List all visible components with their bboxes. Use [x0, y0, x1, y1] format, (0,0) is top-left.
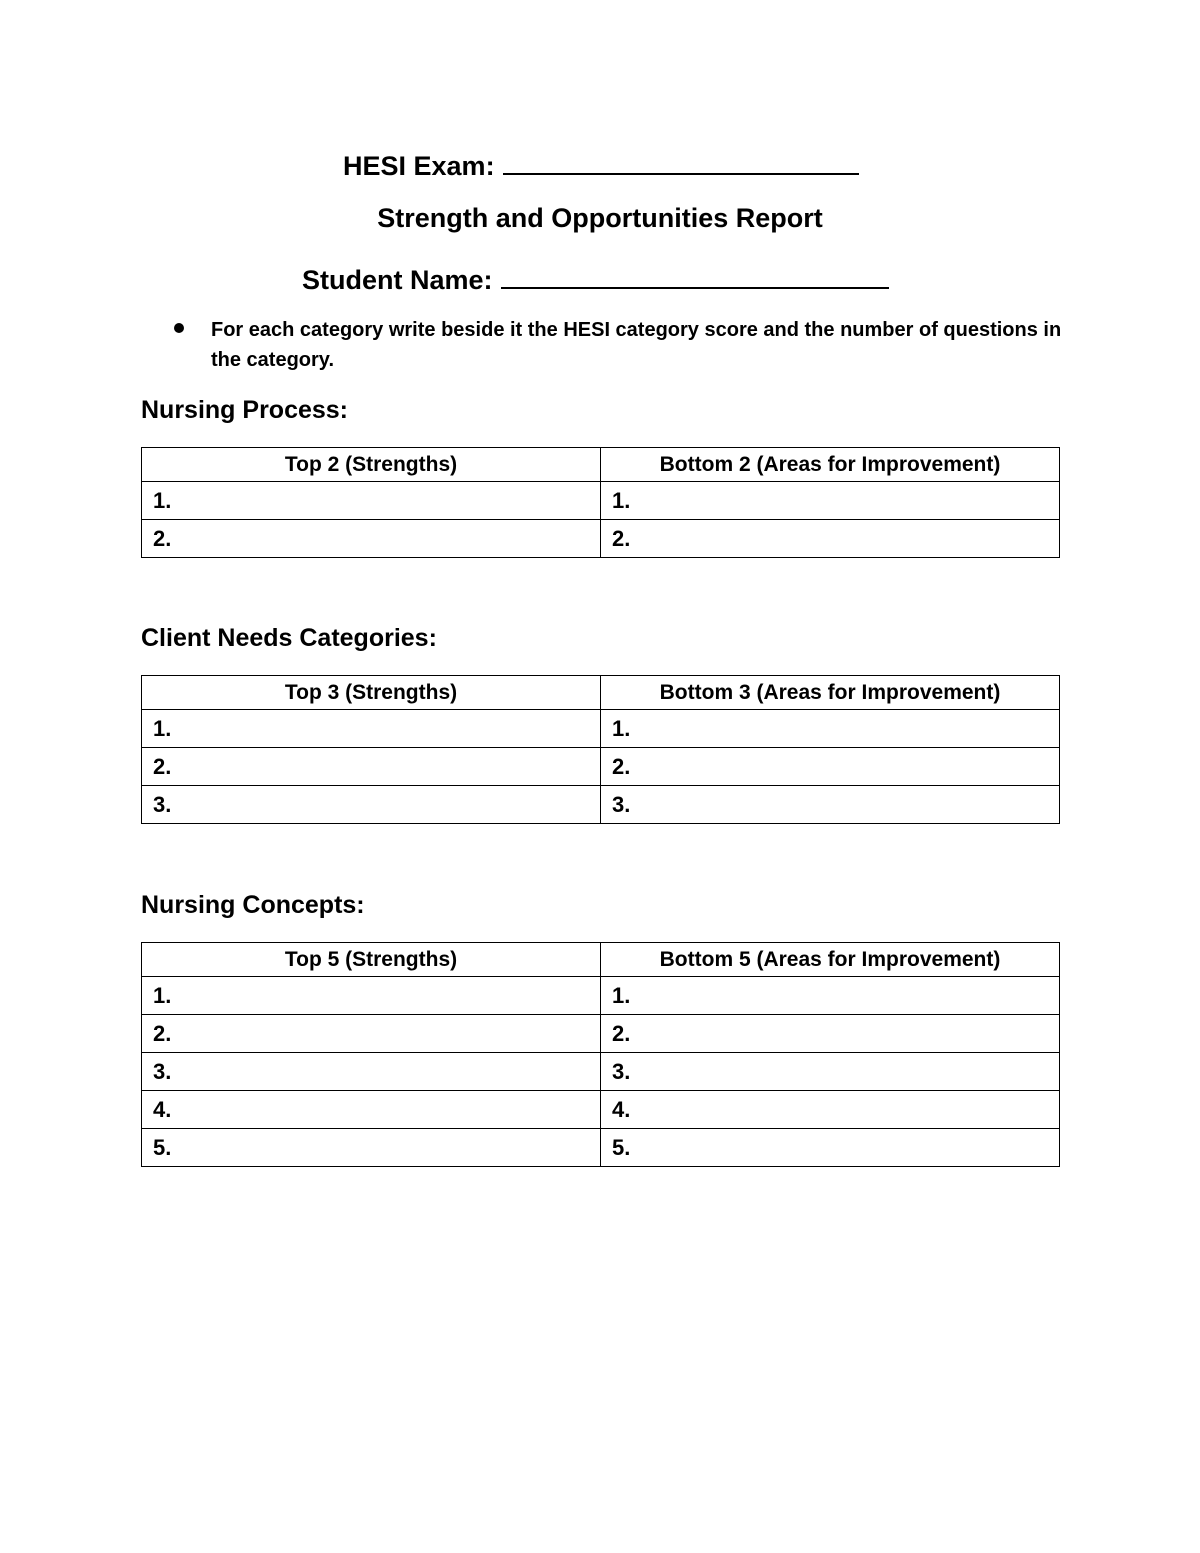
strength-cell: 5. — [142, 1129, 601, 1167]
exam-title-line — [343, 147, 859, 182]
table-row — [142, 1091, 1060, 1129]
instructions-list — [174, 315, 1064, 375]
improvement-cell: 2. — [601, 520, 1060, 558]
strength-cell: 2. — [142, 520, 601, 558]
student-name-label: Student Name: — [302, 265, 493, 295]
exam-blank-line — [503, 147, 859, 175]
table-row — [142, 748, 1060, 786]
table-row — [142, 710, 1060, 748]
improvement-cell: 2. — [601, 748, 1060, 786]
table-header-row — [142, 448, 1060, 482]
report-title: Strength and Opportunities Report — [377, 203, 823, 233]
column-header-improvement: Bottom 3 (Areas for Improvement) — [601, 676, 1060, 710]
client-needs-heading: Client Needs Categories: — [141, 624, 437, 652]
column-header-strengths: Top 3 (Strengths) — [142, 676, 601, 710]
column-header-improvement: Bottom 5 (Areas for Improvement) — [601, 943, 1060, 977]
strength-cell: 1. — [142, 710, 601, 748]
improvement-cell: 5. — [601, 1129, 1060, 1167]
strength-cell: 2. — [142, 1015, 601, 1053]
improvement-cell: 4. — [601, 1091, 1060, 1129]
table-row — [142, 1015, 1060, 1053]
student-name-line — [302, 261, 889, 296]
instruction-text: For each category write beside it the HESI category score and the number of questions in the category. — [211, 319, 1062, 371]
nursing-process-heading: Nursing Process: — [141, 396, 349, 424]
table-row — [142, 1053, 1060, 1091]
table-row — [142, 520, 1060, 558]
improvement-cell: 1. — [601, 710, 1060, 748]
table-row — [142, 977, 1060, 1015]
table-row — [142, 1129, 1060, 1167]
strength-cell: 1. — [142, 482, 601, 520]
strength-cell: 2. — [142, 748, 601, 786]
instruction-item — [174, 315, 1064, 375]
strength-cell: 4. — [142, 1091, 601, 1129]
improvement-cell: 3. — [601, 1053, 1060, 1091]
nursing-concepts-heading: Nursing Concepts: — [141, 891, 365, 919]
table-row — [142, 786, 1060, 824]
column-header-strengths: Top 5 (Strengths) — [142, 943, 601, 977]
column-header-strengths: Top 2 (Strengths) — [142, 448, 601, 482]
strength-cell: 1. — [142, 977, 601, 1015]
table-header-row — [142, 676, 1060, 710]
strength-cell: 3. — [142, 786, 601, 824]
improvement-cell: 3. — [601, 786, 1060, 824]
improvement-cell: 2. — [601, 1015, 1060, 1053]
strength-cell: 3. — [142, 1053, 601, 1091]
nursing-concepts-table — [141, 942, 1060, 1167]
nursing-process-table — [141, 447, 1060, 558]
improvement-cell: 1. — [601, 482, 1060, 520]
column-header-improvement: Bottom 2 (Areas for Improvement) — [601, 448, 1060, 482]
table-row — [142, 482, 1060, 520]
client-needs-table — [141, 675, 1060, 824]
exam-label: HESI Exam: — [343, 151, 495, 181]
table-header-row — [142, 943, 1060, 977]
improvement-cell: 1. — [601, 977, 1060, 1015]
student-name-blank-line — [501, 261, 889, 289]
bullet-icon — [174, 323, 184, 333]
